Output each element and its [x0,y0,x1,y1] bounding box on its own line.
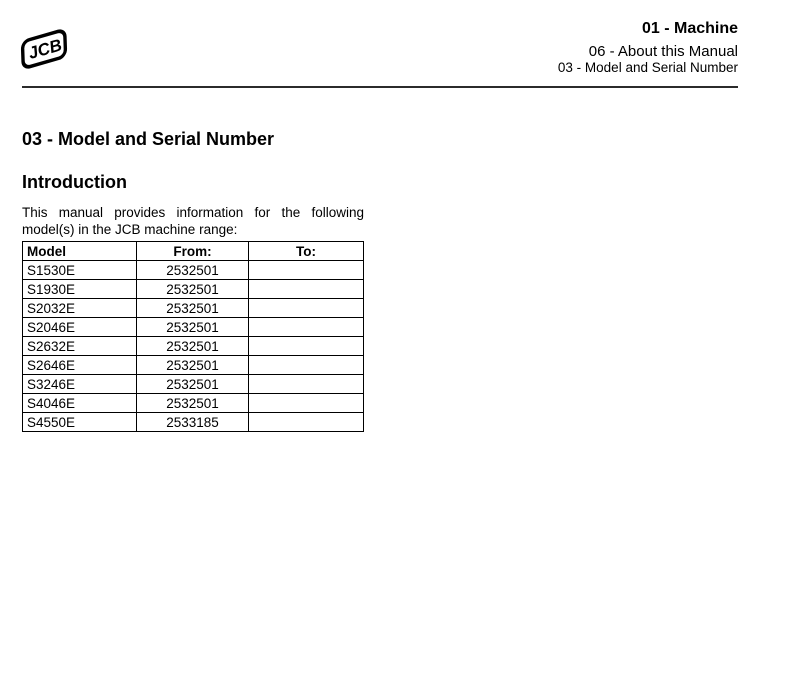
from-cell: 2532501 [137,394,249,413]
model-cell: S3246E [23,375,137,394]
column-header-model: Model [23,242,137,261]
model-cell: S2046E [23,318,137,337]
table-header-row [23,242,364,261]
breadcrumb-level-3: 03 - Model and Serial Number [557,60,738,75]
table-row [23,413,364,432]
model-cell: S1530E [23,261,137,280]
from-cell: 2532501 [137,299,249,318]
breadcrumb [558,18,738,75]
to-cell [249,337,364,356]
to-cell [249,280,364,299]
model-cell: S2646E [23,356,137,375]
to-cell [249,318,364,337]
from-cell: 2533185 [137,413,249,432]
introduction-paragraph: This manual provides information for the following model(s) in the JCB machine range: [22,205,364,237]
page-title: 03 - Model and Serial Number [22,129,275,149]
model-cell: S2632E [23,337,137,356]
to-cell [249,356,364,375]
header-divider [22,86,738,88]
from-cell: 2532501 [137,337,249,356]
from-cell: 2532501 [137,375,249,394]
jcb-logo [13,23,77,75]
column-header-to: To: [249,242,364,261]
to-cell [249,299,364,318]
introduction-heading: Introduction [22,172,127,192]
to-cell [249,394,364,413]
to-cell [249,261,364,280]
model-cell: S4550E [23,413,137,432]
model-cell: S1930E [23,280,137,299]
model-table-body [23,261,364,432]
table-row [23,261,364,280]
table-row [23,375,364,394]
model-cell: S4046E [23,394,137,413]
jcb-logo-icon [13,23,77,75]
from-cell: 2532501 [137,318,249,337]
table-row [23,394,364,413]
table-row [23,318,364,337]
to-cell [249,413,364,432]
from-cell: 2532501 [137,261,249,280]
table-row [23,337,364,356]
model-cell: S2032E [23,299,137,318]
breadcrumb-level-2: 06 - About this Manual [588,43,738,60]
table-row [23,280,364,299]
from-cell: 2532501 [137,356,249,375]
to-cell [249,375,364,394]
jcb-logo-text: JCB [26,35,65,64]
table-row [23,299,364,318]
column-header-from: From: [137,242,249,261]
from-cell: 2532501 [137,280,249,299]
table-row [23,356,364,375]
model-serial-table [22,241,364,432]
breadcrumb-level-1: 01 - Machine [641,20,738,37]
